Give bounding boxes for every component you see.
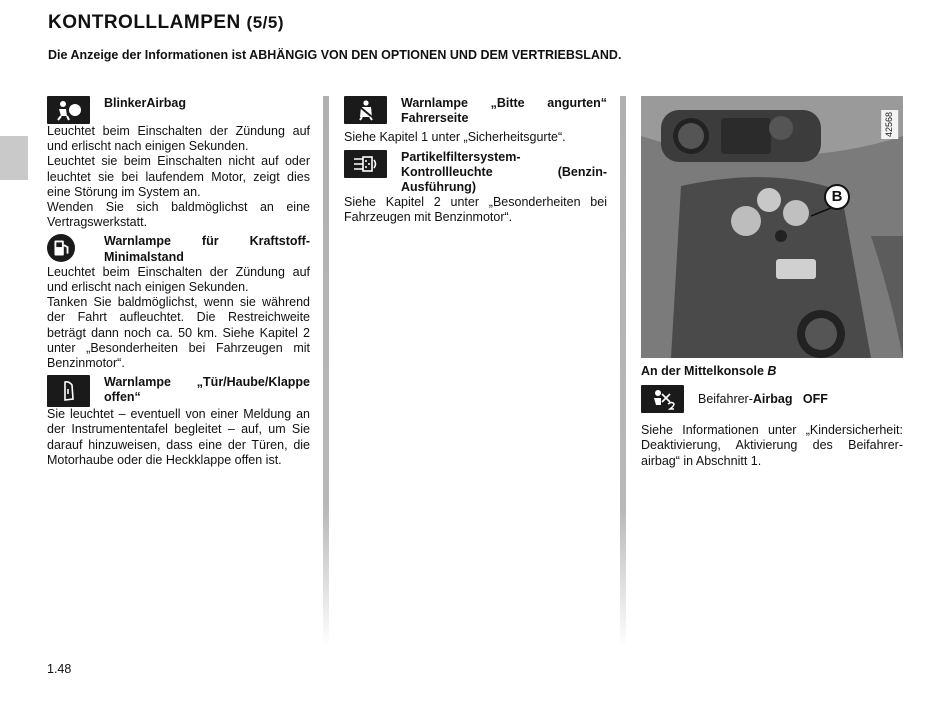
entry-line: Leuchtet beim Einschalten der Zündung auf und erlischt nach einigen Sekunden. (47, 124, 310, 154)
caption-ref: B (767, 364, 777, 378)
callout-b: B (824, 184, 850, 210)
column-right (641, 96, 903, 473)
entry-heading: Warnlampe „Tür/Haube/Klappe offen“ (104, 375, 310, 405)
fuel-pump-icon (47, 234, 75, 262)
airbag-off-label (698, 392, 828, 407)
particle-filter-icon (344, 150, 387, 178)
entry-fuel-header (47, 234, 310, 264)
page-title (48, 12, 284, 34)
entry-heading: Partikelfiltersystem-Kontrollleuchte (Benzin-Ausführung) (401, 149, 607, 195)
airbag-label-prefix: Beifahrer- (698, 391, 753, 406)
entry-line: Wenden Sie sich baldmöglichst an eine Vertragswerkstatt. (47, 200, 310, 230)
entry-airbag-header (47, 96, 310, 124)
column-divider (620, 96, 626, 646)
entry-body (47, 407, 310, 468)
page-number: 1.48 (47, 662, 72, 676)
airbag-off-text: OFF (802, 391, 828, 406)
center-console-photo (641, 96, 903, 358)
chapter-tab (0, 136, 28, 180)
entry-line: Tanken Sie baldmöglichst, wenn sie während der Fahrt aufleuchtet. Die Restreichweite beträgt dann noch ca. 50 km. Siehe Kapitel 2 unter „Besonderheiten bei Fahrzeugen mit Benzinmotor“. (47, 295, 310, 371)
column-left (47, 96, 310, 472)
entry-door-header (47, 375, 310, 407)
caption-text: An der Mittelkonsole (641, 364, 768, 378)
title-text: KONTROLLLAMPEN (48, 12, 241, 33)
entry-body (344, 130, 607, 145)
entry-body (47, 124, 310, 230)
entry-line: Leuchtet sie beim Einschalten nicht auf oder leuchtet sie bei laufendem Motor, zeigt dies eine Störung im System an. (47, 154, 310, 199)
column-middle (344, 96, 607, 230)
seatbelt-icon (344, 96, 387, 124)
page-subtitle: Die Anzeige der Informationen ist ABHÄNGIG VON DEN OPTIONEN UND DEM VERTRIEBSLAND. (48, 48, 622, 62)
airbag-warning-icon (47, 96, 90, 124)
entry-body (344, 195, 607, 225)
entry-body (47, 265, 310, 371)
entry-line: Sie leuchtet – eventuell von einer Meldung an der Instrumententafel begleitet – auf, um Sie darauf hinzuweisen, dass eine der Türen, die Motorhaube oder die Heckklappe offen ist. (47, 407, 310, 467)
passenger-airbag-row (641, 385, 903, 413)
entry-heading: BlinkerAirbag (104, 96, 186, 110)
entry-line: Siehe Kapitel 1 unter „Sicherheitsgurte“. (344, 130, 566, 145)
entry-heading: Warnlampe für Kraftstoff-Minimalstand (104, 234, 310, 264)
airbag-label-bold: Airbag (752, 391, 793, 406)
airbag-off-icon (641, 385, 684, 413)
figure-code: 42568 (881, 110, 898, 139)
column-divider (323, 96, 329, 646)
title-suffix: (5/5) (246, 13, 285, 32)
photo-caption (641, 364, 903, 379)
passenger-airbag-body: Siehe Informationen unter „Kindersicherheit: Deaktivierung, Aktivierung des Beifahrer-airbag“ in Abschnitt 1. (641, 423, 903, 468)
door-open-icon (47, 375, 90, 407)
entry-line: Leuchtet beim Einschalten der Zündung auf und erlischt nach einigen Sekunden. (47, 264, 310, 295)
entry-particle-header (344, 150, 607, 196)
entry-heading: Warnlampe „Bitte angurten“ Fahrerseite (401, 96, 607, 126)
entry-seatbelt-header (344, 96, 607, 126)
entry-line: Siehe Kapitel 2 unter „Besonderheiten bei Fahrzeugen mit Benzinmotor“. (344, 195, 607, 225)
